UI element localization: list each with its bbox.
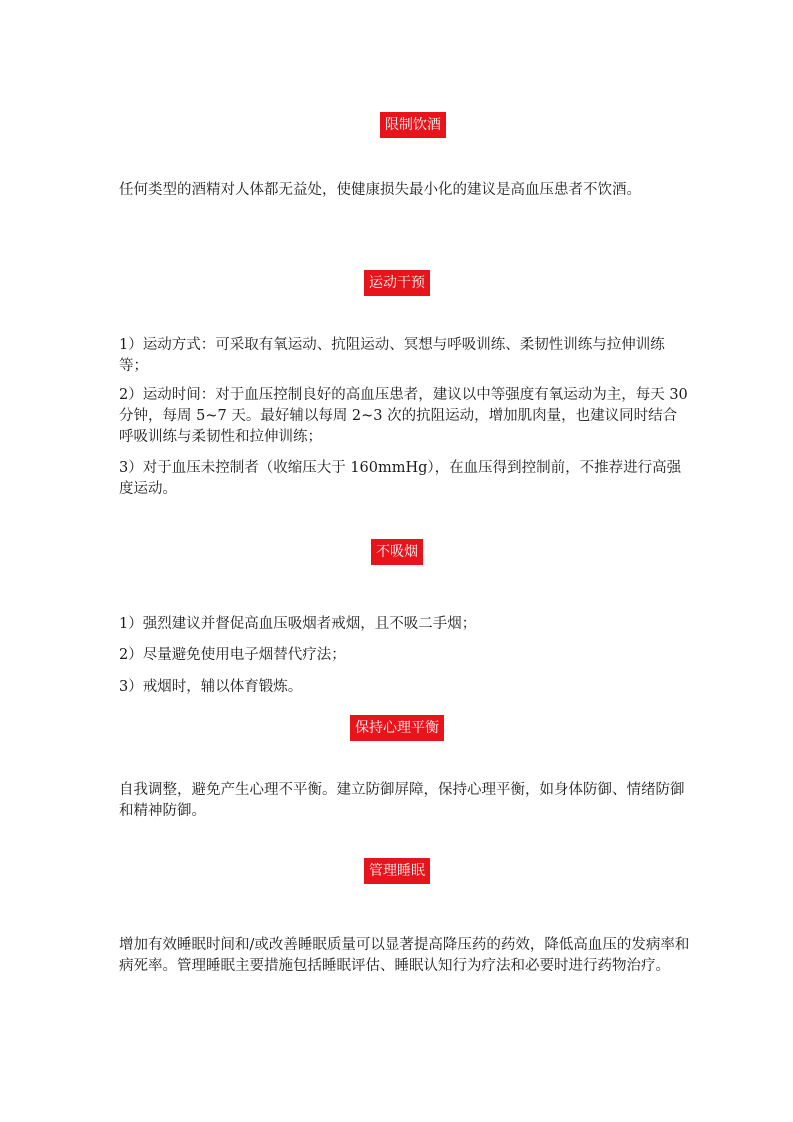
section-heading-mental-balance: 保持心理平衡 [350,715,444,741]
paragraph-smoking-2: 2）尽量避免使用电子烟替代疗法； [119,647,346,663]
section-heading-limit-alcohol: 限制饮酒 [380,112,446,138]
section-heading-sleep: 管理睡眠 [364,858,430,884]
section-heading-no-smoking: 不吸烟 [371,539,423,565]
section-heading-exercise: 运动干预 [364,270,430,296]
paragraph-exercise-1: 1）运动方式：可采取有氧运动、抗阻运动、冥想与呼吸训练、柔韧性训练与拉伸训练等； [119,337,665,374]
paragraph-exercise-3: 3）对于血压未控制者（收缩压大于 160mmHg），在血压得到控制前，不推荐进行高强度运动。 [119,460,682,497]
paragraph-smoking-3: 3）戒烟时，辅以体育锻炼。 [119,679,303,695]
paragraph-exercise-2: 2）运动时间：对于血压控制良好的高血压患者，建议以中等强度有氧运动为主，每天 30 分钟，每周 5~7 天。最好辅以每周 2~3 次的抗阻运动，增加肌肉量，也建议同时结合呼吸训练与柔韧性和拉伸训练； [119,387,688,445]
paragraph-alcohol: 任何类型的酒精对人体都无益处，使健康损失最小化的建议是高血压患者不饮酒。 [119,182,641,198]
paragraph-sleep: 增加有效睡眠时间和/或改善睡眠质量可以显著提高降压药的药效，降低高血压的发病率和病死率。管理睡眠主要措施包括睡眠评估、睡眠认知行为疗法和必要时进行药物治疗。 [119,937,690,974]
paragraph-mental: 自我调整，避免产生心理不平衡。建立防御屏障，保持心理平衡，如身体防御、情绪防御和精神防御。 [119,782,685,819]
paragraph-smoking-1: 1）强烈建议并督促高血压吸烟者戒烟，且不吸二手烟； [119,616,477,632]
